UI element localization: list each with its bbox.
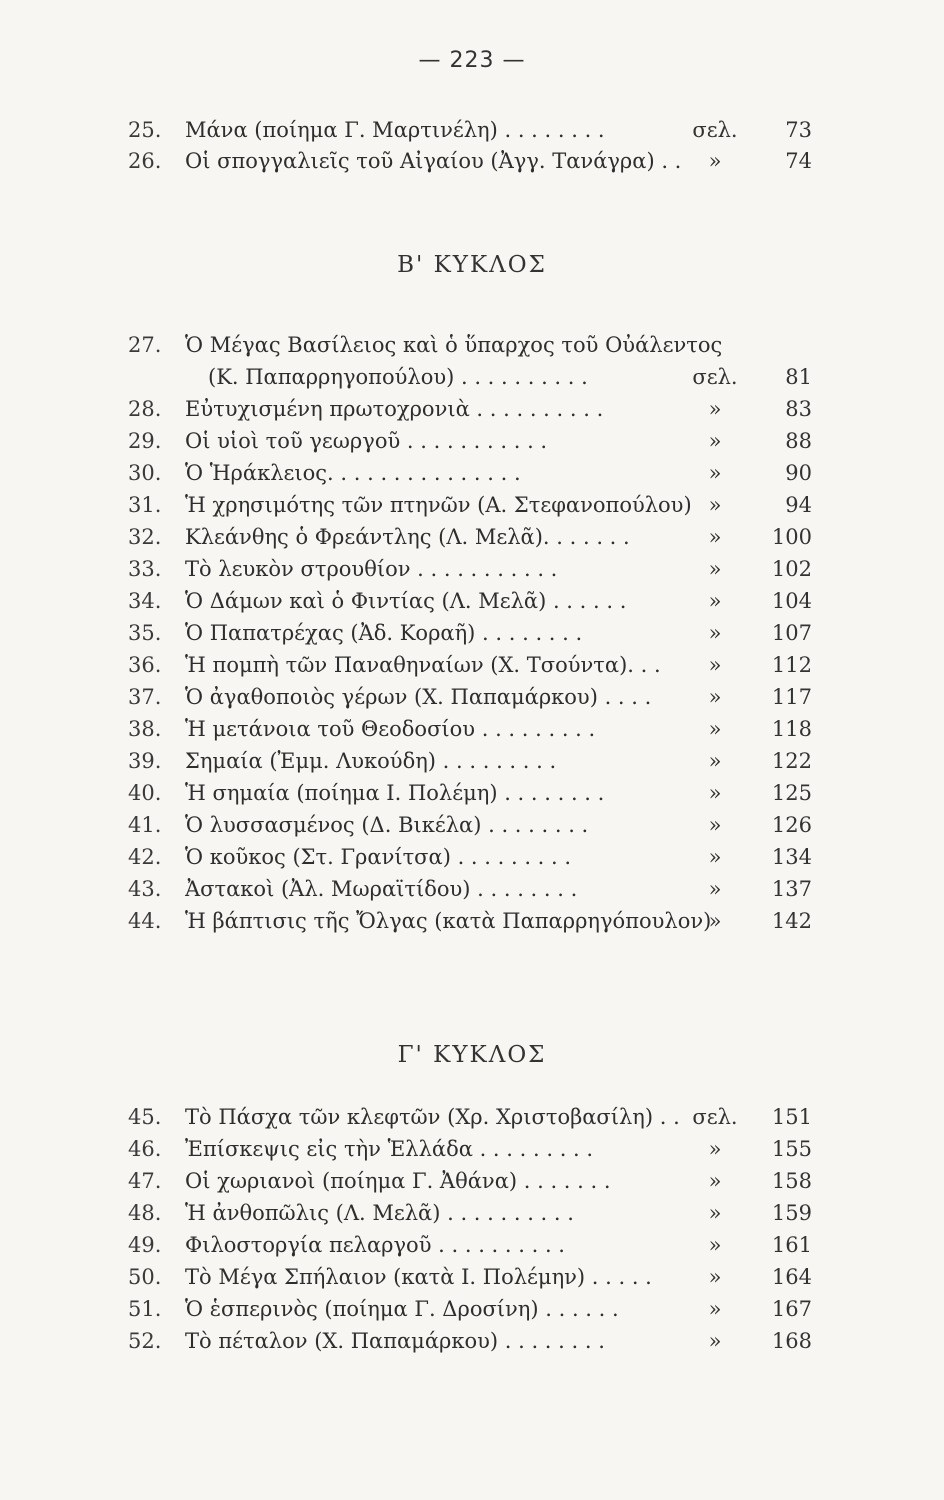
page-ref: » — [708, 909, 722, 933]
toc-entry — [0, 618, 944, 648]
toc-entry — [0, 490, 944, 520]
toc-entry — [0, 1102, 944, 1132]
section-c-heading: Γ' ΚΥΚΛΟΣ — [397, 1042, 547, 1068]
page-value: 83 — [785, 397, 812, 421]
toc-entry — [0, 115, 944, 145]
toc-entry — [0, 682, 944, 712]
page-ref: » — [708, 685, 722, 709]
entry-title: Τὸ Πάσχα τῶν κλεφτῶν (Χρ. Χριστοβασίλη) . . — [185, 1105, 680, 1129]
entry-title: Εὐτυχισμένη πρωτοχρονιὰ . . . . . . . . . . — [185, 397, 604, 421]
toc-entry — [0, 426, 944, 456]
entry-number: 32. — [128, 525, 162, 549]
toc-entry — [0, 810, 944, 840]
entry-title-continuation: (Κ. Παπαρρηγοπούλου) . . . . . . . . . . — [208, 365, 588, 389]
page-ref: » — [708, 845, 722, 869]
entry-title: Τὸ Μέγα Σπήλαιον (κατὰ Ι. Πολέμην) . . . . . — [185, 1265, 652, 1289]
entry-title: Ὁ λυσσασμένος (Δ. Βικέλα) . . . . . . . . — [185, 813, 589, 837]
section-b-heading: Β' ΚΥΚΛΟΣ — [397, 252, 547, 278]
page-ref: » — [708, 557, 722, 581]
page-ref: » — [708, 781, 722, 805]
toc-entry — [0, 1326, 944, 1356]
toc-entry — [0, 1230, 944, 1260]
entry-number: 47. — [128, 1169, 162, 1193]
page-value: 88 — [785, 429, 812, 453]
entry-number: 52. — [128, 1329, 162, 1353]
toc-entry-continuation — [0, 362, 944, 392]
entry-number: 35. — [128, 621, 162, 645]
entry-title: Τὸ λευκὸν στρουθίον . . . . . . . . . . . — [185, 557, 558, 581]
toc-entry — [0, 586, 944, 616]
entry-title: Μάνα (ποίημα Γ. Μαρτινέλη) . . . . . . . . — [185, 118, 605, 142]
entry-title: Ὁ Μέγας Βασίλειος καὶ ὁ ὕπαρχος τοῦ Οὐάλεντος — [185, 333, 723, 357]
entry-title: Οἱ χωριανοὶ (ποίημα Γ. Ἀθάνα) . . . . . . . — [185, 1169, 611, 1193]
page-value: 118 — [771, 717, 812, 741]
entry-number: 45. — [128, 1105, 162, 1129]
page-value: 125 — [771, 781, 812, 805]
page-ref: » — [708, 749, 722, 773]
page-ref: » — [708, 1265, 722, 1289]
page-ref: » — [708, 397, 722, 421]
entry-number: 50. — [128, 1265, 162, 1289]
page-ref: σελ. — [692, 1105, 738, 1129]
toc-entry — [0, 1262, 944, 1292]
page-ref: » — [708, 589, 722, 613]
entry-title: Ἡ σημαία (ποίημα Ι. Πολέμη) . . . . . . . . — [185, 781, 605, 805]
page-ref: » — [708, 653, 722, 677]
page-ref: » — [708, 429, 722, 453]
page-value: 164 — [771, 1265, 812, 1289]
toc-entry — [0, 650, 944, 680]
page-value: 81 — [785, 365, 812, 389]
entry-title: Ἡ χρησιμότης τῶν πτηνῶν (Α. Στεφανοπούλου) — [185, 493, 692, 517]
entry-number: 25. — [128, 118, 162, 142]
entry-number: 51. — [128, 1297, 162, 1321]
page-value: 73 — [785, 118, 812, 142]
entry-title: Οἱ σπογγαλιεῖς τοῦ Αἰγαίου (Ἀγγ. Τανάγρα) . . — [185, 149, 682, 173]
entry-number: 42. — [128, 845, 162, 869]
page-value: 100 — [771, 525, 812, 549]
page-value: 167 — [771, 1297, 812, 1321]
page-ref: » — [708, 149, 722, 173]
page-ref: » — [708, 813, 722, 837]
toc-entry — [0, 1198, 944, 1228]
entry-number: 27. — [128, 333, 162, 357]
entry-title: Σημαία (Ἐμμ. Λυκούδη) . . . . . . . . . — [185, 749, 557, 773]
toc-entry — [0, 330, 944, 360]
page-ref: σελ. — [692, 118, 738, 142]
page-ref: » — [708, 493, 722, 517]
entry-number: 31. — [128, 493, 162, 517]
entry-title: Ὁ ἀγαθοποιὸς γέρων (Χ. Παπαμάρκου) . . . . — [185, 685, 652, 709]
toc-entry — [0, 522, 944, 552]
toc-entry — [0, 714, 944, 744]
page-ref: » — [708, 1297, 722, 1321]
entry-number: 29. — [128, 429, 162, 453]
entry-title: Ὁ Ἡράκλειος. . . . . . . . . . . . . . . — [185, 461, 521, 485]
entry-number: 39. — [128, 749, 162, 773]
page-ref: » — [708, 461, 722, 485]
toc-entry — [0, 1134, 944, 1164]
page-value: 126 — [771, 813, 812, 837]
page-value: 159 — [771, 1201, 812, 1225]
page-value: 104 — [771, 589, 812, 613]
page-value: 122 — [771, 749, 812, 773]
page-value: 142 — [771, 909, 812, 933]
toc-entry — [0, 1166, 944, 1196]
entry-number: 44. — [128, 909, 162, 933]
entry-title: Ὁ ἑσπερινὸς (ποίημα Γ. Δροσίνη) . . . . . . — [185, 1297, 619, 1321]
toc-entry — [0, 146, 944, 176]
entry-title: Ἡ πομπὴ τῶν Παναθηναίων (Χ. Τσούντα). . . — [185, 653, 661, 677]
entry-number: 43. — [128, 877, 162, 901]
page-value: 117 — [771, 685, 812, 709]
page-ref: » — [708, 1233, 722, 1257]
toc-entry — [0, 778, 944, 808]
page-ref: » — [708, 717, 722, 741]
toc-entry — [0, 874, 944, 904]
toc-entry — [0, 458, 944, 488]
entry-number: 33. — [128, 557, 162, 581]
entry-number: 26. — [128, 149, 162, 173]
toc-entry — [0, 1294, 944, 1324]
entry-title: Ἡ βάπτισις τῆς Ὄλγας (κατὰ Παπαρρηγόπουλον) — [185, 909, 712, 933]
entry-number: 41. — [128, 813, 162, 837]
toc-entry — [0, 906, 944, 936]
entry-number: 40. — [128, 781, 162, 805]
page-ref: » — [708, 525, 722, 549]
entry-number: 28. — [128, 397, 162, 421]
page-value: 161 — [771, 1233, 812, 1257]
entry-number: 49. — [128, 1233, 162, 1257]
page-value: 94 — [785, 493, 812, 517]
page-value: 102 — [771, 557, 812, 581]
entry-title: Τὸ πέταλον (Χ. Παπαμάρκου) . . . . . . . . — [185, 1329, 605, 1353]
page-value: 74 — [785, 149, 812, 173]
entry-number: 34. — [128, 589, 162, 613]
entry-title: Ἡ ἀνθοπῶλις (Λ. Μελᾶ) . . . . . . . . . . — [185, 1201, 574, 1225]
page-ref: » — [708, 1137, 722, 1161]
page-value: 137 — [771, 877, 812, 901]
entry-number: 48. — [128, 1201, 162, 1225]
toc-entry — [0, 394, 944, 424]
toc-entry — [0, 554, 944, 584]
entry-number: 46. — [128, 1137, 162, 1161]
page-ref: » — [708, 1169, 722, 1193]
page-value: 134 — [771, 845, 812, 869]
page-ref: » — [708, 1329, 722, 1353]
page-value: 112 — [771, 653, 812, 677]
entry-title: Κλεάνθης ὁ Φρεάντλης (Λ. Μελᾶ). . . . . . . — [185, 525, 630, 549]
entry-title: Φιλοστοργία πελαργοῦ . . . . . . . . . . — [185, 1233, 565, 1257]
page-number: — 223 — — [418, 48, 526, 73]
entry-number: 37. — [128, 685, 162, 709]
page-value: 158 — [771, 1169, 812, 1193]
page-ref: σελ. — [692, 365, 738, 389]
entry-number: 38. — [128, 717, 162, 741]
toc-entry — [0, 842, 944, 872]
page-value: 90 — [785, 461, 812, 485]
page-value: 107 — [771, 621, 812, 645]
entry-title: Ὁ Παπατρέχας (Ἀδ. Κοραῆ) . . . . . . . . — [185, 621, 583, 645]
entry-title: Ὁ Δάμων καὶ ὁ Φιντίας (Λ. Μελᾶ) . . . . . . — [185, 589, 627, 613]
entry-title: Ὁ κοῦκος (Στ. Γρανίτσα) . . . . . . . . . — [185, 845, 572, 869]
page-value: 155 — [771, 1137, 812, 1161]
toc-entry — [0, 746, 944, 776]
entry-title: Ἡ μετάνοια τοῦ Θεοδοσίου . . . . . . . . . — [185, 717, 596, 741]
page-ref: » — [708, 621, 722, 645]
page-value: 151 — [771, 1105, 812, 1129]
page-value: 168 — [771, 1329, 812, 1353]
entry-number: 36. — [128, 653, 162, 677]
page-ref: » — [708, 1201, 722, 1225]
page-ref: » — [708, 877, 722, 901]
entry-title: Ἀστακοὶ (Ἀλ. Μωραϊτίδου) . . . . . . . . — [185, 877, 578, 901]
entry-title: Ἐπίσκεψις εἰς τὴν Ἑλλάδα . . . . . . . . . — [185, 1137, 594, 1161]
entry-number: 30. — [128, 461, 162, 485]
entry-title: Οἱ υἱοὶ τοῦ γεωργοῦ . . . . . . . . . . . — [185, 429, 548, 453]
